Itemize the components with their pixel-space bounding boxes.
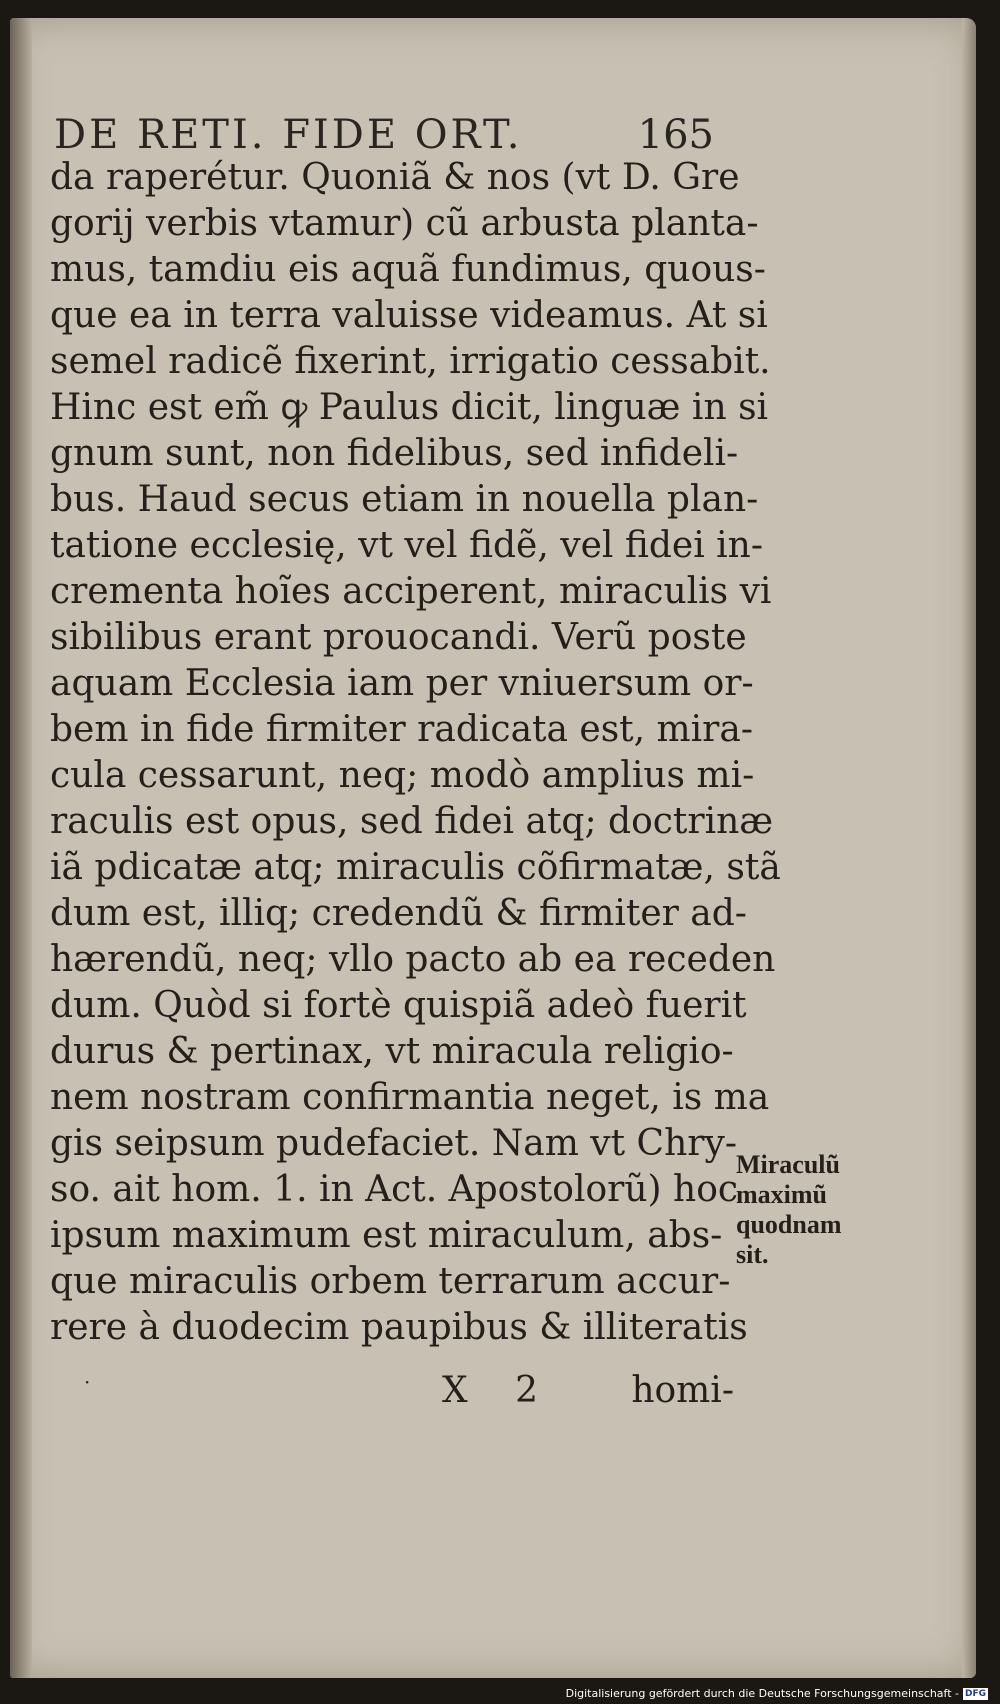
text-line: gorij verbis vtamur) cũ arbusta planta- — [50, 203, 759, 244]
catchword: homi- — [631, 1370, 734, 1411]
text-line: raculis est opus, sed fidei atq; doctrinæ — [50, 801, 774, 842]
text-line: cula cessarunt, neq; modò amplius mi- — [50, 755, 755, 796]
text-line: mus, tamdiu eis aquã fundimus, quous- — [50, 249, 766, 290]
text-line: hærendũ, neq; vllo pacto ab ea receden — [50, 939, 776, 980]
marginal-note-line: Miraculũ — [736, 1150, 840, 1179]
marginal-note-line: quodnam — [736, 1210, 842, 1239]
text-line: da raperétur. Quoniã & nos (vt D. Gre — [50, 157, 740, 198]
text-line: so. ait hom. 1. in Act. Apostolorũ) hoc — [50, 1169, 739, 1210]
running-header — [54, 112, 714, 158]
text-line: que miraculis orbem terrarum accur- — [50, 1261, 731, 1302]
text-line: nem nostram confirmantia neget, is ma — [50, 1077, 770, 1118]
text-line: dum. Quòd si fortè quispiã adeò fuerit — [50, 985, 747, 1026]
page-footer — [84, 1370, 734, 1420]
marginal-note-line: sit. — [736, 1240, 769, 1269]
footer-dot: · — [84, 1370, 91, 1394]
text-line: aquam Ecclesia iam per vniuersum or- — [50, 663, 754, 704]
running-title: DE RETI. FIDE ORT. — [54, 112, 523, 158]
credit-text: Digitalisierung gefördert durch die Deutsche Forschungsgemeinschaft - — [565, 1687, 959, 1700]
digitization-credit — [566, 1687, 988, 1700]
text-line: iã pdicatæ atq; miraculis cõfirmatæ, stã — [50, 847, 781, 888]
dfg-logo: DFG — [964, 1688, 986, 1699]
text-line: crementa hoĩes acciperent, miraculis vi — [50, 571, 772, 612]
text-line: gis seipsum pudefaciet. Nam vt Chry- — [50, 1123, 737, 1164]
text-line: durus & pertinax, vt miracula religio- — [50, 1031, 734, 1072]
page-number: 165 — [637, 112, 714, 158]
text-line: semel radicẽ fixerint, irrigatio cessabit. — [50, 341, 771, 382]
page-edge — [962, 18, 976, 1678]
text-line: Hinc est em̃ ꝙ Paulus dicit, linguæ in si — [50, 387, 769, 428]
text-line: bus. Haud secus etiam in nouella plan- — [50, 479, 759, 520]
signature-mark: X 2 — [442, 1370, 556, 1411]
text-line: ipsum maximum est miraculum, abs- — [50, 1215, 723, 1256]
text-line: dum est, illiq; credendũ & firmiter ad- — [50, 893, 747, 934]
text-line: gnum sunt, non fidelibus, sed infideli- — [50, 433, 739, 474]
text-line: que ea in terra valuisse videamus. At si — [50, 295, 768, 336]
page-gutter-shadow — [10, 18, 32, 1678]
text-line: sibilibus erant prouocandi. Verũ poste — [50, 617, 747, 658]
text-line: tatione ecclesię, vt vel fidẽ, vel fidei in- — [50, 525, 764, 566]
text-line: bem in fide firmiter radicata est, mira- — [50, 709, 754, 750]
text-line: rere à duodecim paupibus & illiteratis — [50, 1307, 748, 1348]
marginal-note-line: maximũ — [736, 1180, 827, 1209]
marginal-note — [736, 1150, 886, 1270]
